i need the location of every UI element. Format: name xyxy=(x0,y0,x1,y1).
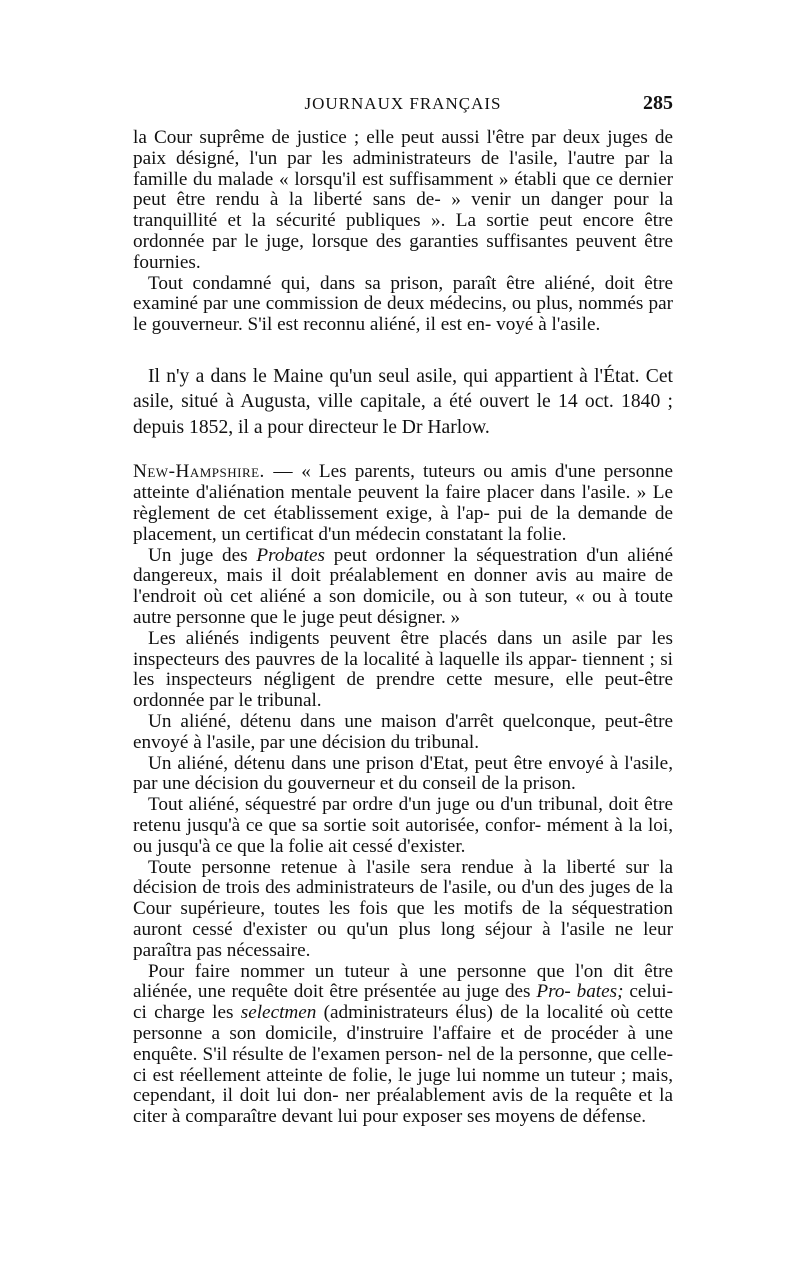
paragraph-new-hampshire xyxy=(133,462,673,545)
italic-selectmen: selectmen xyxy=(240,1002,317,1024)
page-number: 285 xyxy=(643,92,673,114)
paragraph-convicted-insane: Tout condamné qui, dans sa prison, paraît être aliéné, doit être examiné par une commission de deux médecins, ou plus, nommés par le gouverneur. S'il est reconnu aliéné, il est en- voyé à l'asile. xyxy=(133,272,673,336)
probates-lead: Un juge des xyxy=(148,544,248,566)
section-heading-new-hampshire: New-Hampshire. — xyxy=(133,461,294,483)
running-title: JOURNAUX FRANÇAIS xyxy=(304,94,502,113)
body-text xyxy=(133,128,673,1128)
probates-rest: peut ordonner la séquestration d'un aliéné dangereux, mais il doit préalablement en donner avis au maire de l'endroit où cet aliéné a son domicile, ou à son tuteur, « ou à toute autre personne que le juge peut désigner. » xyxy=(133,544,674,629)
italic-probates: Probates xyxy=(256,544,325,566)
paragraph-state-prison: Un aliéné, détenu dans une prison d'Etat, peut être envoyé à l'asile, par une décision du gouverneur et du conseil de la prison. xyxy=(133,752,673,795)
guardian-rest: (administrateurs élus) de la localité où cette personne a son domicile, d'instruire l'affaire et de procéder à une enquête. S'il résulte de l'examen person- nel de la personne, que celle-ci est réellement atteinte de folie, le juge lui nomme un tuteur ; mais, cependant, il doit lui don- ner préalablement avis de la requête et la citer à comparaître devant lui pour exposer ses moyens de défense. xyxy=(133,1002,674,1128)
italic-pro-bates: Pro- bates; xyxy=(536,981,624,1003)
guardian-middle: celui-ci charge les xyxy=(133,981,674,1024)
paragraph-indigent: Les aliénés indigents peuvent être placés dans un asile par les inspecteurs des pauvres de la localité à laquelle ils appar- tiennent ; si les inspecteurs négligent de prendre cette mesure, elle peut-être ordonnée par le tribunal. xyxy=(133,627,673,712)
new-hampshire-text: « Les parents, tuteurs ou amis d'une personne atteinte d'aliénation mentale peuvent la faire placer dans l'asile. » Le règlement de cet établissement exige, à l'ap- pui de la demande de placement, un certificat d'un médecin constatant la folie. xyxy=(133,461,673,545)
page-header xyxy=(133,92,673,116)
paragraph-release: Toute personne retenue à l'asile sera rendue à la liberté sur la décision de trois des administrateurs de l'asile, ou d'un des juges de la Cour supérieure, toutes les fois que les motifs de la séquestration auront cessé d'exister ou qu'un plus long séjour à l'asile ne leur paraîtra pas nécessaire. xyxy=(133,856,673,961)
paragraph-guardian xyxy=(133,962,673,1128)
paragraph-detention-house: Un aliéné, détenu dans une maison d'arrêt quelconque, peut-être envoyé à l'asile, par une décision du tribunal. xyxy=(133,711,673,753)
paragraph-continuation: la Cour suprême de justice ; elle peut aussi l'être par deux juges de paix désigné, l'un par les administrateurs de l'asile, l'autre par la famille du malade « lorsqu'il est suffisamment » établi que ce dernier peut être rendu à la liberté sans de- » venir un danger pour la tranquillité et la sécurité publiques ». La sortie peut encore être ordonnée par le juge, lorsque des garanties suffisantes peuvent être fournies. xyxy=(133,127,673,273)
paragraph-retention: Tout aliéné, séquestré par ordre d'un juge ou d'un tribunal, doit être retenu jusqu'à ce que sa sortie soit autorisée, confor- mément à la loi, ou jusqu'à ce que la folie ait cessé d'exister. xyxy=(133,794,673,857)
paragraph-probates-judge xyxy=(133,546,673,629)
paragraph-maine-asylum: Il n'y a dans le Maine qu'un seul asile, qui appartient à l'État. Cet asile, situé à Augusta, ville capitale, a été ouvert le 14 oct. 1840 ; depuis 1852, il a pour directeur le Dr Harlow. xyxy=(133,365,673,438)
guardian-lead: Pour faire nommer un tuteur à une personne que l'on dit être aliénée, une requête doit être présentée au juge des xyxy=(133,960,673,1003)
